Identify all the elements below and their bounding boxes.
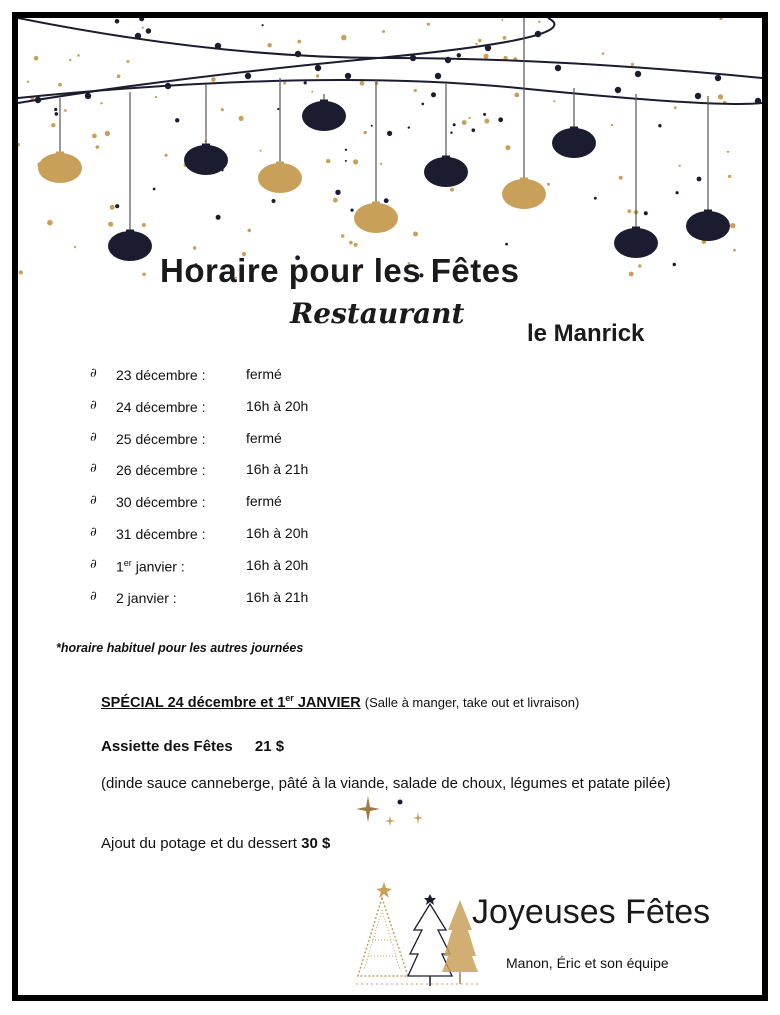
confetti-dot [354, 243, 358, 247]
light-bulb [535, 31, 541, 37]
restaurant-label: Restaurant [290, 297, 465, 330]
ornament-bauble [354, 203, 398, 233]
confetti-dot [371, 125, 373, 127]
confetti-dot [611, 124, 613, 126]
ordinal-suffix: er [285, 693, 294, 703]
confetti-dot [47, 220, 53, 226]
day-month: janvier : [131, 558, 185, 575]
confetti-dot [505, 145, 510, 150]
confetti-dot [100, 102, 102, 104]
confetti-dot [139, 18, 144, 21]
light-bulb [135, 33, 141, 39]
schedule-day: 2 janvier : [116, 589, 177, 606]
light-bulb [445, 57, 451, 63]
addon-price: 30 $ [301, 835, 331, 852]
menu-item-description: (dinde sauce canneberge, pâté à la viande, salade de choux, légumes et patate pilée) [101, 775, 671, 792]
confetti-dot [262, 24, 264, 26]
schedule-row [90, 555, 450, 587]
ornament-bauble [184, 145, 228, 175]
confetti-dot [450, 188, 454, 192]
confetti-dot [475, 43, 477, 45]
confetti-dot [108, 222, 113, 227]
ornament-bauble [502, 179, 546, 209]
confetti-dot [260, 150, 262, 152]
ornament-bauble [38, 153, 82, 183]
holiday-schedule [90, 364, 450, 618]
confetti-dot [193, 246, 197, 250]
schedule-row [90, 396, 450, 428]
confetti-dot [311, 91, 313, 93]
light-bulb [410, 55, 416, 61]
light-bulb [245, 73, 251, 79]
confetti-dot [126, 60, 129, 63]
schedule-hours: fermé [246, 493, 282, 510]
special-title-part: JANVIER [293, 694, 361, 711]
confetti-dot [350, 209, 353, 212]
confetti-dot [472, 128, 476, 132]
schedule-hours: fermé [246, 429, 282, 446]
confetti-dot [503, 36, 507, 40]
confetti-dot [316, 74, 319, 77]
addon-text: Ajout du potage et du dessert [101, 835, 302, 852]
confetti-dot [484, 119, 489, 124]
confetti-dot [297, 40, 301, 44]
confetti-dot [221, 108, 224, 111]
confetti-dot [77, 54, 80, 57]
confetti-dot [92, 134, 97, 139]
ornament-bauble [258, 163, 302, 193]
schedule-day: 25 décembre : [116, 430, 206, 447]
light-bulb [165, 83, 171, 89]
confetti-dot [453, 123, 456, 126]
confetti-dot [387, 131, 392, 136]
confetti-dot [333, 198, 338, 203]
confetti-dot [74, 246, 76, 248]
schedule-hours: fermé [246, 366, 282, 382]
light-bulb [295, 51, 301, 57]
bullet-icon: ∂ [90, 397, 97, 413]
schedule-day [116, 558, 185, 575]
confetti-dot [115, 204, 119, 208]
confetti-dot [483, 113, 486, 116]
confetti-dot [353, 159, 358, 164]
confetti-dot [304, 81, 307, 84]
confetti-dot [450, 132, 452, 134]
confetti-dot [638, 264, 641, 267]
bullet-icon: ∂ [90, 493, 97, 509]
confetti-dot [247, 229, 251, 233]
confetti-dot [364, 131, 367, 134]
confetti-dot [673, 263, 676, 266]
schedule-day: 31 décembre : [116, 525, 206, 542]
schedule-day: 23 décembre : [116, 367, 206, 383]
confetti-dot [142, 223, 146, 227]
confetti-dot [408, 126, 410, 128]
confetti-dot [349, 241, 353, 245]
confetti-dot [54, 108, 57, 111]
confetti-dot [602, 52, 605, 55]
schedule-hours: 16h à 21h [246, 588, 309, 605]
confetti-dot [627, 209, 631, 213]
schedule-row [90, 428, 450, 460]
confetti-dot [153, 188, 156, 191]
confetti-dot [427, 23, 430, 26]
sparkle-icon [352, 790, 432, 830]
light-bulb [635, 71, 641, 77]
greeting: Joyeuses Fêtes [472, 893, 711, 931]
confetti-dot [414, 89, 417, 92]
confetti-dot [326, 159, 330, 163]
light-bulb [85, 93, 91, 99]
confetti-dot [34, 56, 39, 61]
confetti-dot [730, 223, 735, 228]
bullet-icon: ∂ [90, 588, 97, 604]
confetti-dot [380, 163, 382, 165]
bullet-icon: ∂ [90, 429, 97, 445]
confetti-dot [719, 18, 722, 20]
bullet-icon: ∂ [90, 461, 97, 477]
confetti-dot [514, 93, 519, 98]
ornament-banner [18, 18, 762, 288]
bullet-icon: ∂ [90, 556, 97, 572]
bullet-icon: ∂ [90, 366, 97, 381]
schedule-hours: 16h à 21h [246, 461, 309, 478]
confetti-dot [422, 103, 425, 106]
special-offer-heading [101, 693, 579, 711]
confetti-dot [733, 249, 736, 252]
addon-line [101, 835, 330, 852]
confetti-dot [457, 53, 461, 57]
confetti-dot [283, 82, 286, 85]
confetti-dot [211, 77, 216, 82]
confetti-dot [110, 205, 115, 210]
confetti-dot [272, 199, 276, 203]
string-lights [18, 18, 762, 104]
confetti-dot [631, 63, 634, 66]
confetti-dot [142, 273, 146, 277]
day-number: 1 [116, 558, 124, 575]
schedule-hours: 16h à 20h [246, 556, 309, 573]
confetti-dot [335, 190, 340, 195]
light-bulb [695, 93, 701, 99]
confetti-dot [431, 92, 436, 97]
confetti-dot [105, 131, 110, 136]
confetti-dot [345, 149, 347, 151]
ornament-bauble [552, 128, 596, 158]
light-bulb [345, 73, 351, 79]
confetti-dot [216, 215, 221, 220]
schedule-row [90, 364, 450, 396]
menu-item-price: 21 $ [254, 738, 285, 755]
schedule-row [90, 491, 450, 523]
light-bulb [215, 43, 221, 49]
confetti-dot [64, 109, 67, 112]
confetti-dot [462, 120, 467, 125]
light-bulb [755, 98, 761, 104]
christmas-trees-icon [352, 880, 482, 990]
confetti-dot [69, 59, 71, 61]
confetti-dot [384, 198, 389, 203]
confetti-dot [674, 106, 677, 109]
confetti-dot [58, 83, 62, 87]
confetti-dot [594, 197, 597, 200]
special-title-part: SPÉCIAL 24 décembre et 1 [101, 694, 286, 711]
menu-item [101, 738, 284, 755]
confetti-dot [51, 123, 55, 127]
light-bulb [435, 73, 441, 79]
confetti-dot [146, 28, 151, 33]
confetti-dot [619, 176, 623, 180]
ornament-bauble [614, 228, 658, 258]
page-title: Horaire pour les Fêtes [160, 252, 520, 289]
confetti-dot [165, 154, 168, 157]
confetti-dot [538, 21, 540, 23]
confetti-dot [629, 272, 634, 277]
schedule-hours: 16h à 20h [246, 524, 309, 541]
confetti-dot [267, 43, 271, 47]
ornament-bauble [686, 211, 730, 241]
confetti-dot [547, 183, 550, 186]
confetti-dot [175, 118, 179, 122]
schedule-row [90, 523, 450, 555]
confetti-dot [341, 234, 345, 238]
confetti-dot [19, 270, 23, 274]
confetti-dot [728, 175, 731, 178]
confetti-dot [679, 165, 681, 167]
ornament-bauble [424, 157, 468, 187]
confetti-dot [239, 116, 244, 121]
schedule-row [90, 587, 450, 619]
confetti-dot [142, 27, 144, 29]
light-bulb [315, 65, 321, 71]
signature: Manon, Éric et son équipe [506, 955, 669, 971]
ornament-bauble [302, 101, 346, 131]
menu-item-name: Assiette des Fêtes [101, 738, 233, 755]
confetti-dot [501, 19, 503, 21]
confetti-dot [341, 35, 347, 41]
bullet-icon: ∂ [90, 524, 97, 540]
confetti-dot [18, 143, 20, 147]
restaurant-name: le Manrick [527, 320, 645, 347]
light-bulb [485, 45, 491, 51]
confetti-dot [468, 117, 470, 119]
confetti-dot [727, 151, 729, 153]
special-subtitle: (Salle à manger, take out et livraison) [364, 694, 580, 710]
confetti-dot [413, 232, 418, 237]
schedule-hours: 16h à 20h [246, 397, 309, 414]
light-bulb [35, 97, 41, 103]
confetti-dot [27, 81, 29, 83]
confetti-dot [117, 74, 121, 78]
usual-hours-note: *horaire habituel pour les autres journées [56, 641, 304, 655]
confetti-dot [345, 160, 347, 162]
schedule-day: 26 décembre : [116, 462, 206, 479]
confetti-dot [96, 145, 100, 149]
confetti-dot [644, 211, 648, 215]
confetti-dot [478, 39, 481, 42]
confetti-dot [658, 124, 661, 127]
confetti-dot [505, 243, 508, 246]
confetti-dot [676, 191, 679, 194]
ordinal-suffix: er [123, 557, 132, 568]
confetti-dot [498, 117, 503, 122]
ornament-bauble [108, 231, 152, 261]
schedule-day: 24 décembre : [116, 398, 206, 415]
confetti-dot [115, 19, 120, 24]
light-bulb [615, 87, 621, 93]
confetti-dot [382, 30, 385, 33]
confetti-dot [360, 81, 365, 86]
schedule-day: 30 décembre : [116, 494, 206, 511]
confetti-dot [484, 54, 489, 59]
light-bulb [715, 75, 721, 81]
confetti-dot [718, 94, 723, 99]
confetti-dot [553, 100, 555, 102]
schedule-row [90, 459, 450, 491]
special-title [101, 695, 361, 711]
light-bulb [555, 65, 561, 71]
confetti-dot [155, 96, 157, 98]
confetti-dot [277, 108, 279, 110]
confetti-dot [697, 177, 702, 182]
confetti-dot [55, 112, 59, 116]
